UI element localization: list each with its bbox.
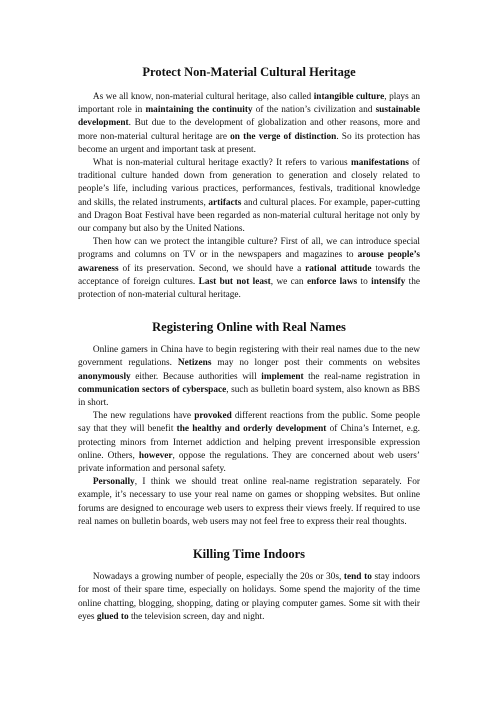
- text-run: either. Because authorities will: [130, 371, 262, 382]
- text-run: and cultural places. For example, paper-cutting and Dragon Boat Festival have been regarded as non-material cultural heritage not only by our company but also by the United Nations.: [78, 197, 421, 235]
- bold-phrase: intangible culture: [313, 92, 385, 102]
- bold-phrase: the healthy and orderly development: [176, 424, 327, 435]
- text-run: , such as bulletin board system, also known as BBS in short.: [78, 384, 420, 409]
- paragraph: [78, 476, 420, 529]
- text-run: of the nation’s civilization and: [252, 105, 376, 116]
- text-run: the television screen, day and night.: [128, 611, 265, 622]
- bold-phrase: communication sectors of cyberspace: [78, 384, 227, 395]
- bold-phrase: glued to: [96, 611, 129, 622]
- bold-phrase: Personally: [92, 477, 135, 488]
- bold-phrase: on the verge of distinction: [230, 131, 337, 142]
- text-run: stay indoors for most of their spare time, especially on holidays. Some spend the majority of the time online chatting, blogging, shopping, dating or playing computer games. Some sit with their eyes: [78, 572, 420, 622]
- bold-phrase: Netizens: [177, 358, 212, 369]
- bold-phrase: manifestations: [351, 158, 409, 169]
- text-run: , I think we should treat online real-name registration separately. For example, it’s necessary to use your real name on games or shopping websites. But online forums are designed to encourage web users to express their views freely. If required to use real names on bulletin boards, web users may not feel free to express their real thoughts.: [78, 477, 420, 527]
- paragraph: [78, 410, 420, 476]
- text-run: , plays an important role in: [78, 92, 420, 116]
- paragraph: [78, 157, 420, 236]
- section-title: Protect Non-Material Cultural Heritage: [142, 65, 356, 79]
- text-run: the real-name registration in: [303, 371, 421, 382]
- section-killing-time: [78, 546, 420, 624]
- bold-phrase: tend to: [343, 572, 372, 583]
- text-run: different reactions from the public. Some people say that they will benefit: [78, 411, 420, 435]
- bold-phrase: intensify: [371, 276, 406, 287]
- text-run: Nowadays a growing number of people, especially the 20s or 30s,: [92, 572, 344, 583]
- text-run: . So its protection has become an urgent and important task at present.: [78, 131, 421, 155]
- section-title: Registering Online with Real Names: [152, 320, 346, 335]
- bold-phrase: maintaining the continuity: [145, 105, 253, 116]
- text-run: towards the acceptance of foreign cultures.: [78, 263, 420, 287]
- text-run: . But due to the development of globalization and other reasons, more and more non-material cultural heritage are: [78, 118, 420, 142]
- bold-phrase: rational attitude: [305, 263, 372, 274]
- text-run: to: [357, 276, 372, 287]
- paragraph: [78, 344, 420, 410]
- bold-phrase: anonymously: [78, 371, 131, 382]
- text-run: of traditional culture handed down from generation to generation and closely related to people’s life, including various practices, performances, festivals, traditional knowledge and skills, the related instruments,: [78, 158, 420, 208]
- section-title: Killing Time Indoors: [192, 547, 306, 562]
- bold-phrase: however: [138, 450, 173, 461]
- bold-phrase: enforce laws: [306, 276, 358, 287]
- text-run: What is non-material cultural heritage exactly? It refers to various: [92, 158, 352, 169]
- bold-phrase: Last but not least: [198, 276, 271, 287]
- text-run: , we can: [270, 276, 307, 287]
- bold-phrase: provoked: [194, 411, 232, 422]
- text-run: Online gamers in China have to begin registering with their real names due to the new government regulations.: [78, 345, 420, 369]
- text-run: Then how can we protect the intangible culture? First of all, we can introduce special programs and columns on TV or in the newspapers and magazines to: [78, 237, 420, 261]
- section-real-names: [78, 319, 420, 529]
- bold-phrase: implement: [261, 371, 304, 382]
- section-protect-heritage: [78, 64, 420, 302]
- text-run: of its preservation. Second, we should have a: [118, 263, 306, 274]
- text-run: the protection of non-material cultural heritage.: [78, 276, 420, 301]
- text-run: , oppose the regulations. They are concerned about web users’ private information and personal safety.: [78, 450, 420, 475]
- text-run: of China’s Internet, e.g. protecting minors from Internet addiction and helping prevent irresponsible expression online. Others,: [78, 424, 420, 461]
- bold-phrase: artifacts: [208, 197, 242, 208]
- paragraph: [78, 236, 420, 302]
- text-run: As we all know, non-material cultural heritage, also called: [92, 92, 314, 102]
- bold-phrase: sustainable development: [78, 105, 420, 129]
- paragraph: [78, 571, 420, 624]
- text-run: The new regulations have: [92, 411, 195, 422]
- text-run: may no longer post their comments on websites: [211, 358, 421, 369]
- bold-phrase: arouse people’s awareness: [78, 250, 420, 274]
- paragraph: [78, 91, 420, 157]
